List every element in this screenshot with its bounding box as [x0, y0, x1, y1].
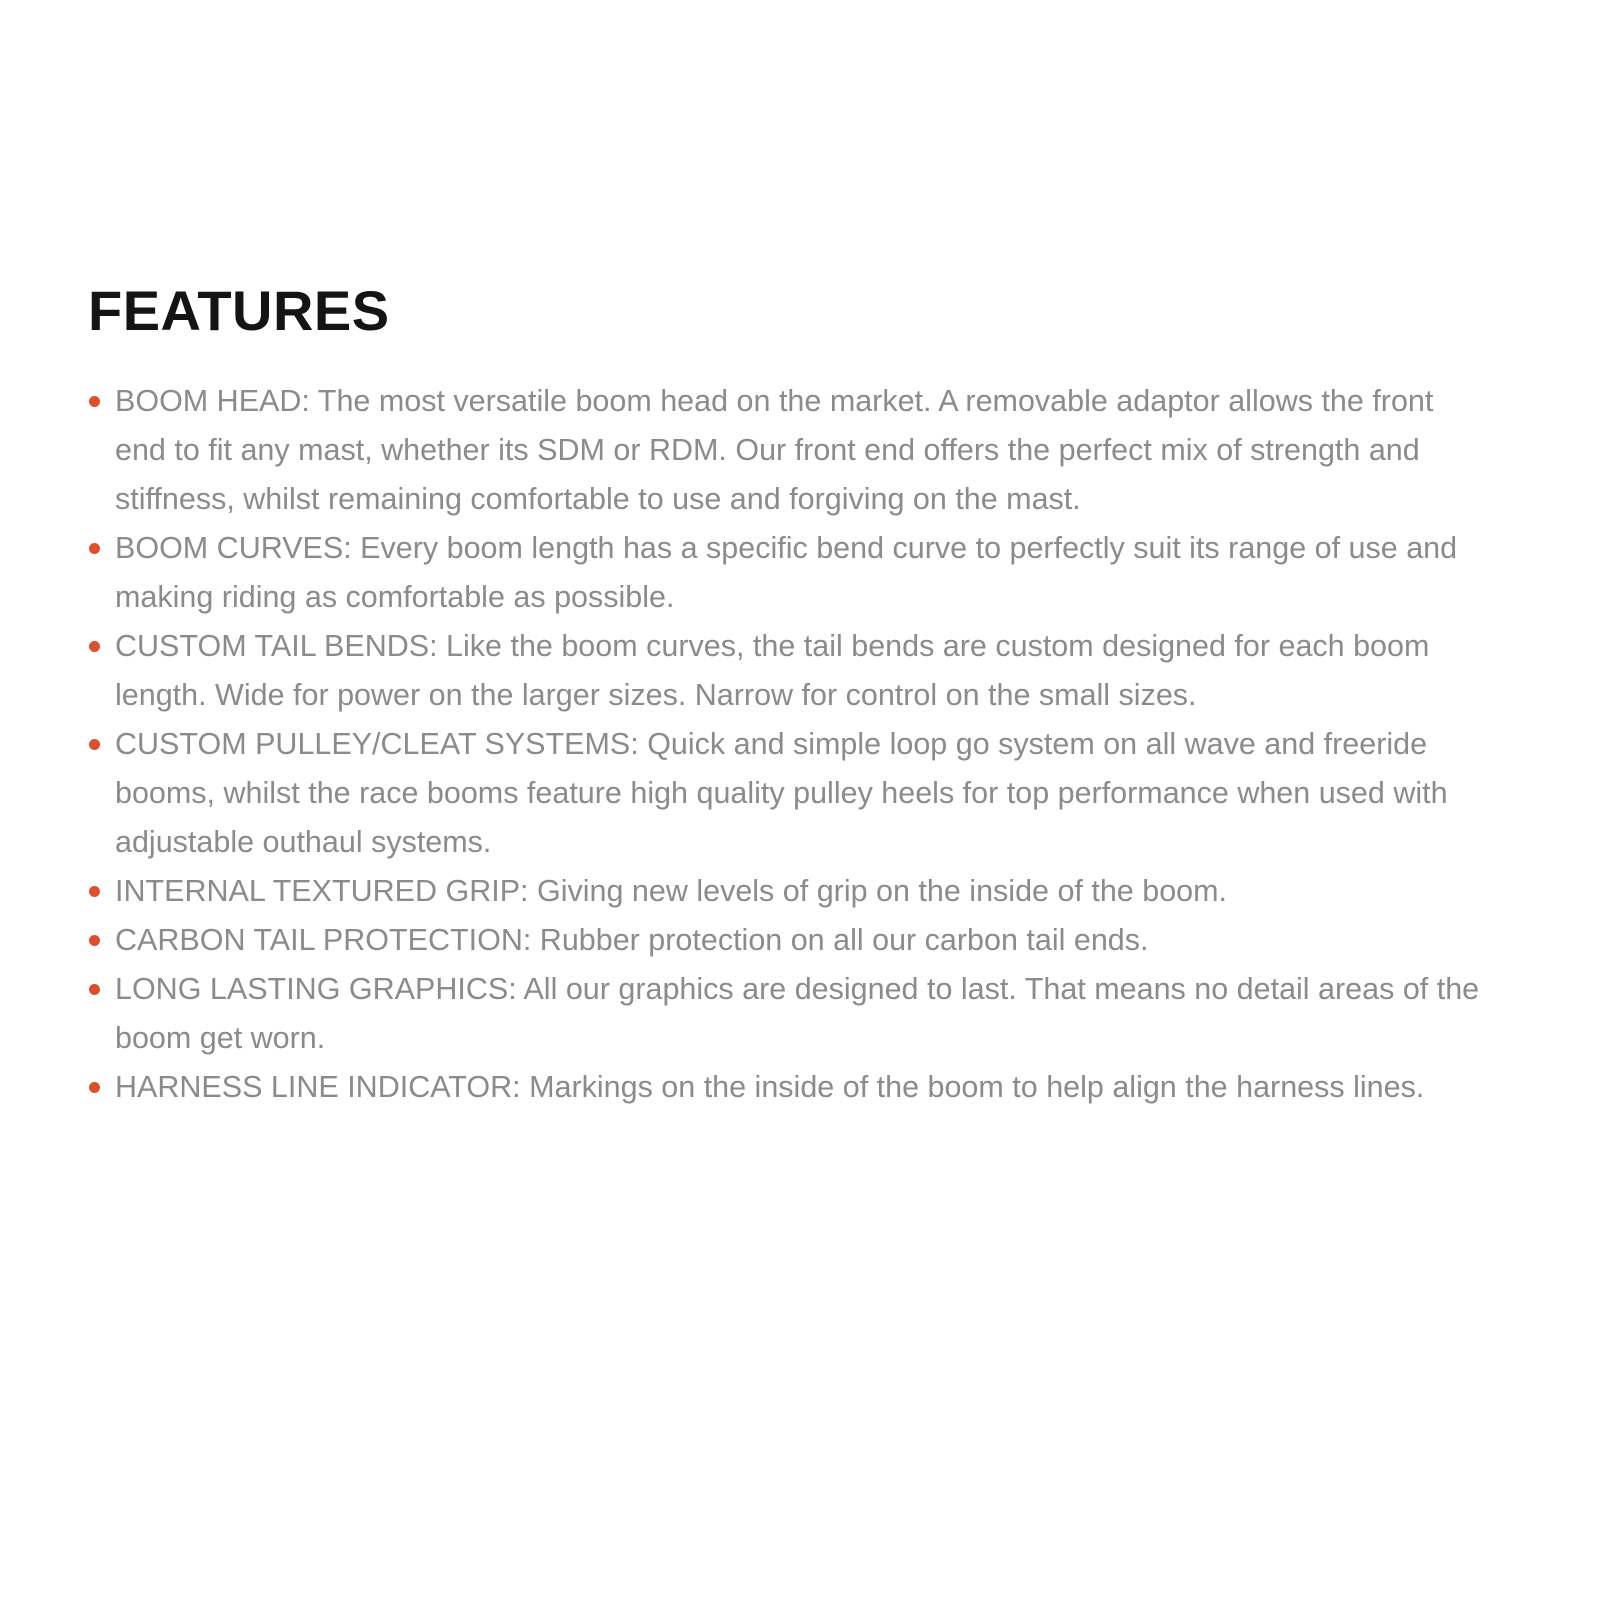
- bullet-icon: [89, 1082, 100, 1093]
- feature-text: CUSTOM PULLEY/CLEAT SYSTEMS: Quick and simple loop go system on all wave and freeride booms, whilst the race booms feature high quality pulley heels for top performance when used with adjustable outhaul systems.: [115, 727, 1448, 859]
- feature-text: HARNESS LINE INDICATOR: Markings on the inside of the boom to help align the harness lines.: [115, 1070, 1425, 1104]
- list-item: [88, 867, 1492, 916]
- feature-text: CARBON TAIL PROTECTION: Rubber protection on all our carbon tail ends.: [115, 923, 1149, 957]
- bullet-icon: [89, 984, 100, 995]
- feature-text: CUSTOM TAIL BENDS: Like the boom curves, the tail bends are custom designed for each boom length. Wide for power on the larger sizes. Narrow for control on the small sizes.: [115, 629, 1430, 712]
- feature-text: INTERNAL TEXTURED GRIP: Giving new levels of grip on the inside of the boom.: [115, 874, 1228, 908]
- list-item: [88, 720, 1492, 867]
- list-item: [88, 1063, 1492, 1112]
- bullet-icon: [89, 935, 100, 946]
- bullet-icon: [89, 396, 100, 407]
- section-title: FEATURES: [88, 279, 390, 342]
- list-item: [88, 377, 1492, 524]
- features-section: [88, 278, 1492, 1112]
- bullet-icon: [89, 641, 100, 652]
- features-list: [88, 377, 1492, 1112]
- list-item: [88, 524, 1492, 622]
- list-item: [88, 965, 1492, 1063]
- feature-text: BOOM CURVES: Every boom length has a specific bend curve to perfectly suit its range of use and making riding as comfortable as possible.: [115, 531, 1458, 614]
- bullet-icon: [89, 739, 100, 750]
- list-item: [88, 916, 1492, 965]
- bullet-icon: [89, 886, 100, 897]
- feature-text: BOOM HEAD: The most versatile boom head on the market. A removable adaptor allows the front end to fit any mast, whether its SDM or RDM. Our front end offers the perfect mix of strength and stiffness, whilst remaining comfortable to use and forgiving on the mast.: [115, 384, 1434, 516]
- feature-text: LONG LASTING GRAPHICS: All our graphics are designed to last. That means no detail areas of the boom get worn.: [115, 972, 1480, 1055]
- list-item: [88, 622, 1492, 720]
- bullet-icon: [89, 543, 100, 554]
